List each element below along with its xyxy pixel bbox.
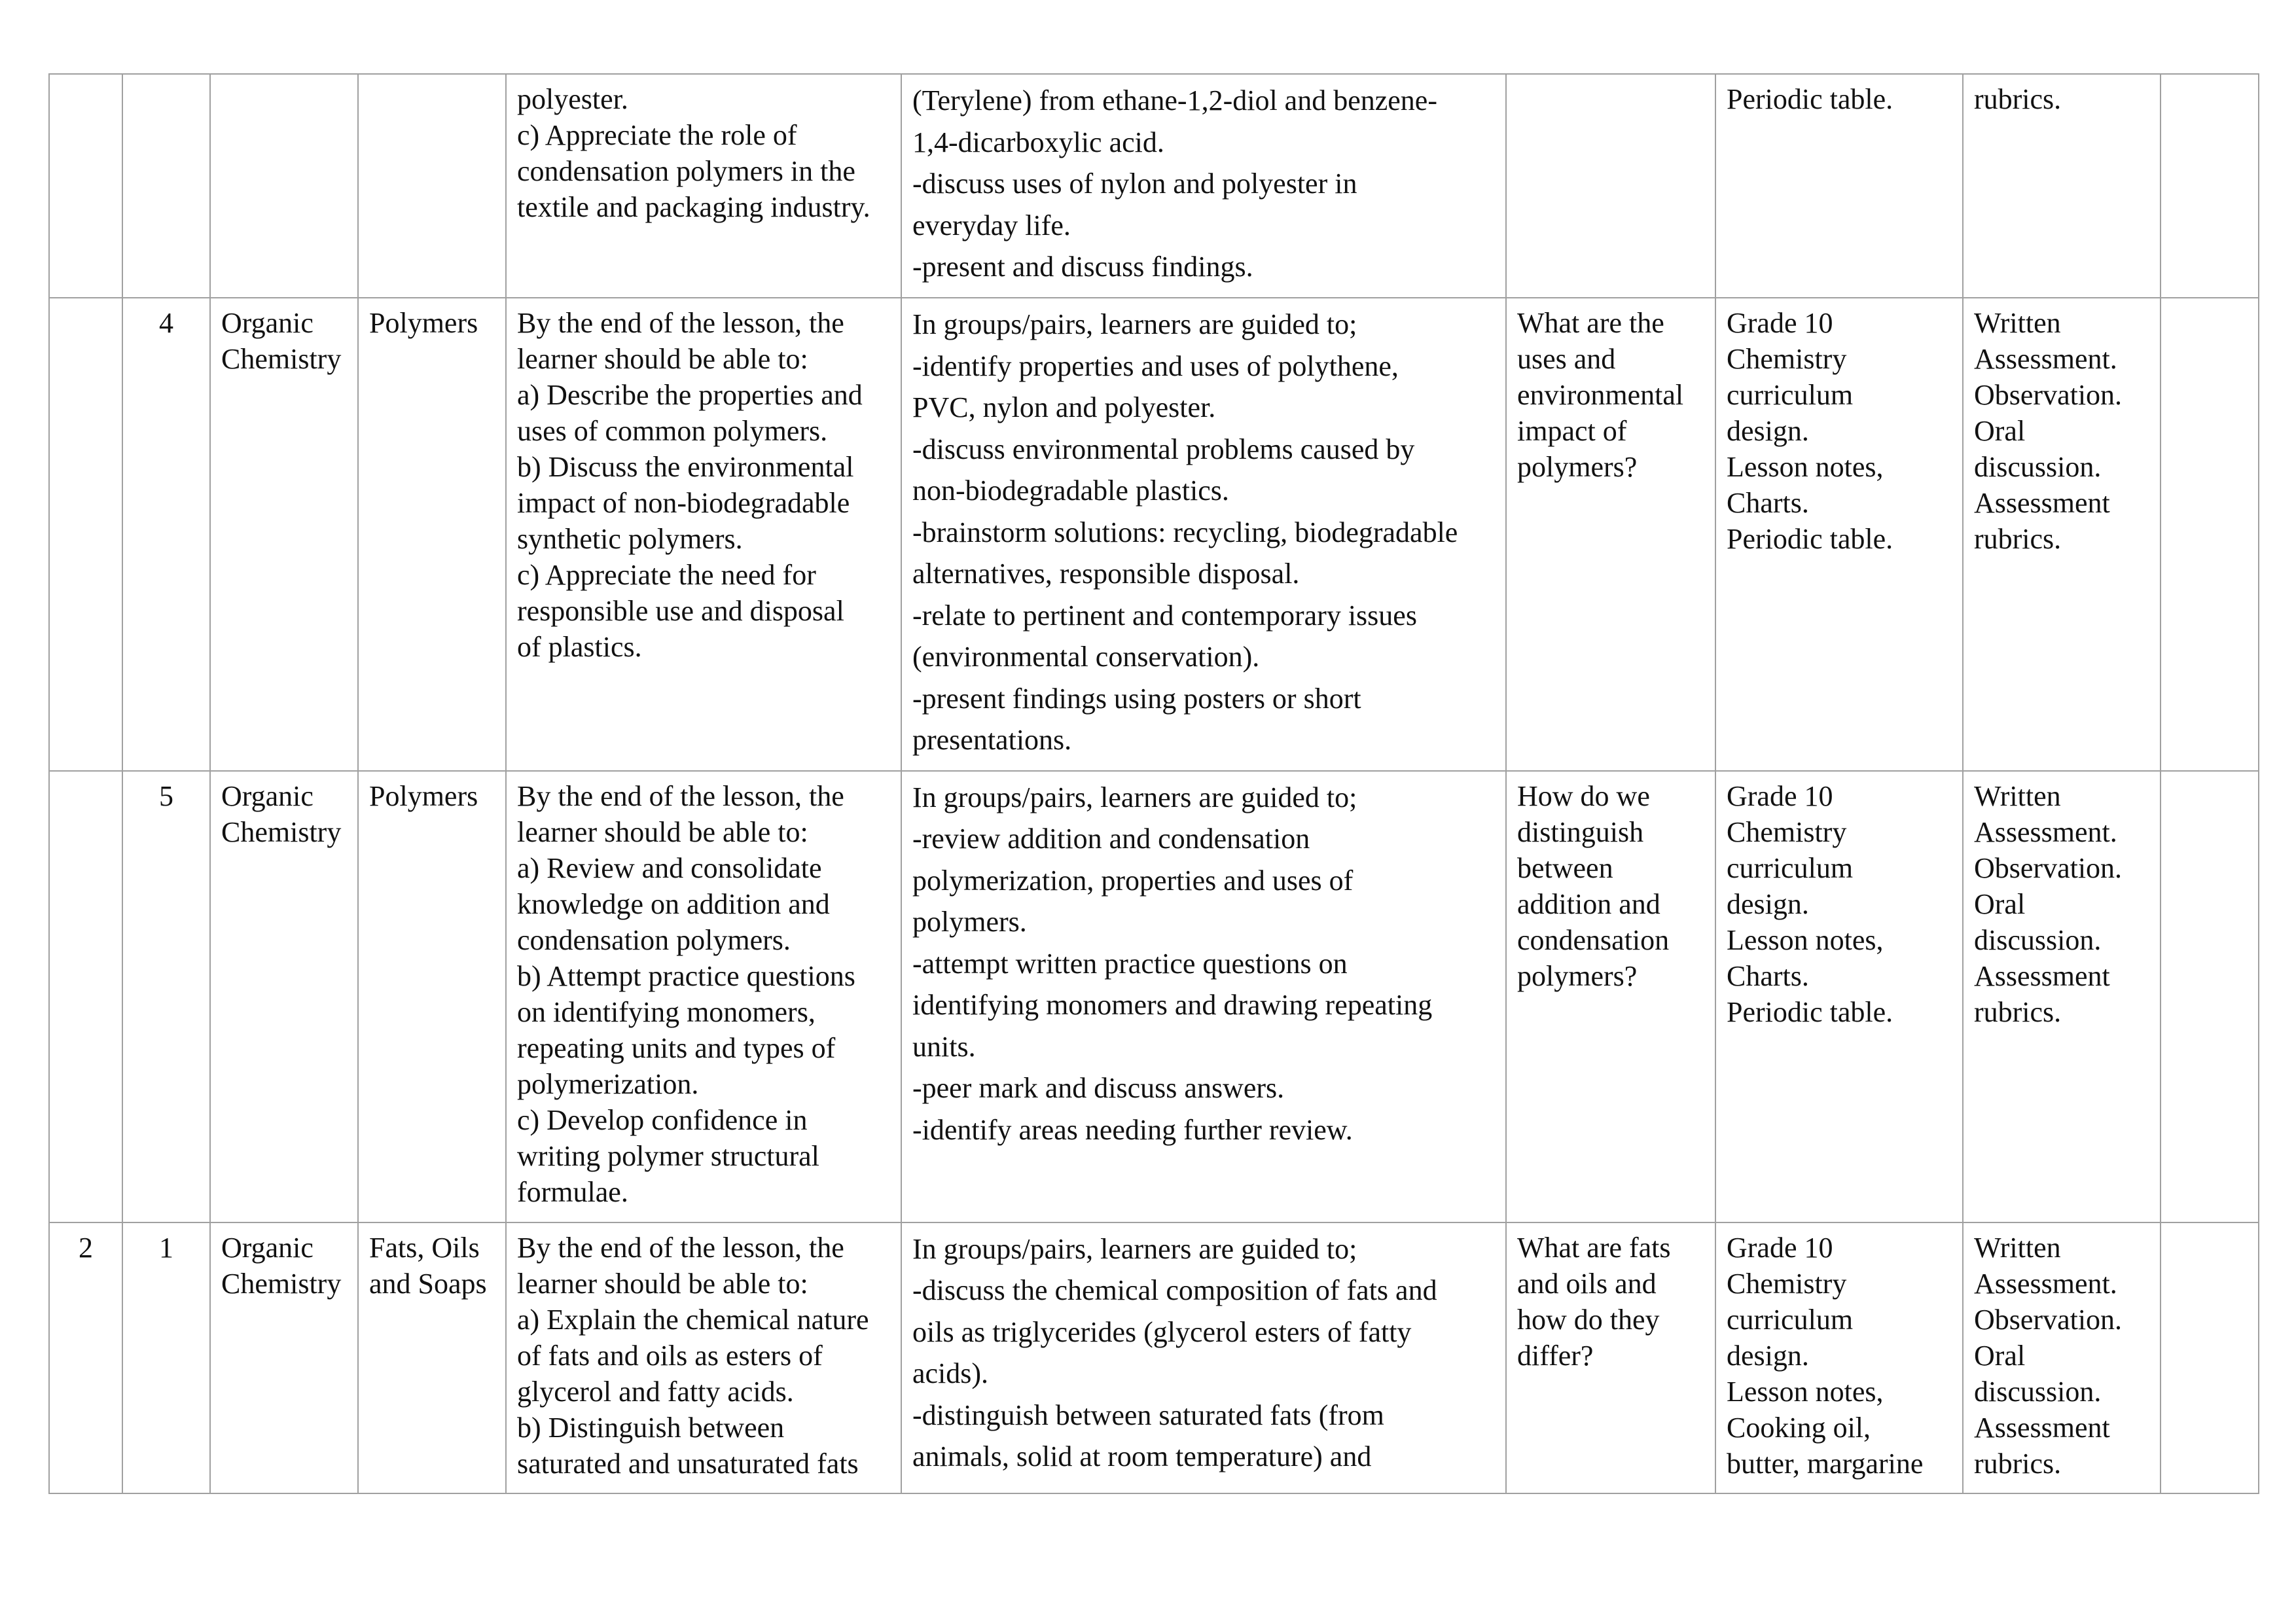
text-line: learner should be able to: xyxy=(517,1267,808,1300)
text-line: learner should be able to: xyxy=(517,815,808,848)
key-inquiry-cell xyxy=(1506,74,1715,298)
text-line: Cooking oil, xyxy=(1727,1411,1871,1444)
reflection-cell xyxy=(2161,771,2259,1222)
text-line: Polymers xyxy=(369,779,478,812)
text-line: In groups/pairs, learners are guided to; xyxy=(912,1232,1357,1265)
text-line: presentations. xyxy=(912,724,1072,756)
text-line: impact of non-biodegradable xyxy=(517,487,850,519)
text-line: non-biodegradable plastics. xyxy=(912,474,1229,507)
assessment-cell xyxy=(1963,771,2161,1222)
sub-strand-cell xyxy=(358,771,506,1222)
text-line: -present findings using posters or short xyxy=(912,682,1361,715)
text-line: acids). xyxy=(912,1357,989,1389)
text-line: synthetic polymers. xyxy=(517,523,743,555)
text-line: Organic xyxy=(221,779,314,812)
text-line: curriculum xyxy=(1727,1303,1854,1336)
text-line: Written xyxy=(1974,779,2061,812)
text-line: design. xyxy=(1727,887,1809,920)
learning-outcomes-cell xyxy=(506,298,901,771)
text-line: Assessment. xyxy=(1974,815,2117,848)
text-line: polymers? xyxy=(1517,451,1638,483)
text-line: rubrics. xyxy=(1974,83,2062,115)
key-inquiry-cell xyxy=(1506,298,1715,771)
text-line: Periodic table. xyxy=(1727,83,1893,115)
sub-strand-cell xyxy=(358,74,506,298)
strand-cell xyxy=(210,771,358,1222)
week-cell xyxy=(49,298,122,771)
text-line: between xyxy=(1517,851,1613,884)
text-line: Fats, Oils xyxy=(369,1231,480,1264)
assessment-cell xyxy=(1963,1222,2161,1493)
text-line: rubrics. xyxy=(1974,1447,2062,1480)
text-line: learner should be able to: xyxy=(517,343,808,375)
text-line: In groups/pairs, learners are guided to; xyxy=(912,781,1357,813)
text-line: Organic xyxy=(221,1231,314,1264)
text-line: c) Appreciate the need for xyxy=(517,559,816,591)
assessment-cell xyxy=(1963,298,2161,771)
text-line: how do they xyxy=(1517,1303,1660,1336)
strand-cell xyxy=(210,74,358,298)
text-line: Assessment xyxy=(1974,1411,2110,1444)
text-line: By the end of the lesson, the xyxy=(517,1231,844,1264)
learning-experiences-cell xyxy=(901,771,1506,1222)
text-line: uses and xyxy=(1517,343,1616,375)
text-line: -distinguish between saturated fats (from xyxy=(912,1399,1384,1431)
text-line: -brainstorm solutions: recycling, biodegradable xyxy=(912,516,1458,548)
text-line: animals, solid at room temperature) and xyxy=(912,1440,1372,1472)
text-line: everyday life. xyxy=(912,209,1071,241)
week-cell: 2 xyxy=(49,1222,122,1493)
table-row xyxy=(49,1222,2259,1493)
text-line: textile and packaging industry. xyxy=(517,191,870,223)
key-inquiry-cell xyxy=(1506,771,1715,1222)
text-line: Chemistry xyxy=(1727,343,1847,375)
text-line: In groups/pairs, learners are guided to; xyxy=(912,308,1357,340)
text-line: distinguish xyxy=(1517,815,1644,848)
lesson-cell: 1 xyxy=(122,1222,210,1493)
text-line: Lesson notes, xyxy=(1727,923,1884,956)
text-line: -relate to pertinent and contemporary issues xyxy=(912,599,1417,632)
text-line: a) Explain the chemical nature xyxy=(517,1303,869,1336)
reflection-cell xyxy=(2161,298,2259,771)
text-line: Chemistry xyxy=(221,815,342,848)
text-line: -identify properties and uses of polythene, xyxy=(912,349,1399,382)
text-line: What are the xyxy=(1517,307,1664,339)
sub-strand-cell xyxy=(358,298,506,771)
text-line: and Soaps xyxy=(369,1267,487,1300)
text-line: -discuss the chemical composition of fats and xyxy=(912,1274,1437,1306)
text-line: c) Appreciate the role of xyxy=(517,119,797,151)
text-line: Oral xyxy=(1974,415,2026,447)
strand-cell xyxy=(210,298,358,771)
text-line: (environmental conservation). xyxy=(912,641,1260,673)
text-line: knowledge on addition and xyxy=(517,887,830,920)
text-line: Organic xyxy=(221,307,314,339)
text-line: curriculum xyxy=(1727,379,1854,411)
sub-strand-cell xyxy=(358,1222,506,1493)
text-line: Assessment xyxy=(1974,959,2110,992)
text-line: Observation. xyxy=(1974,851,2123,884)
text-line: Chemistry xyxy=(221,343,342,375)
text-line: -attempt written practice questions on xyxy=(912,947,1348,980)
text-line: Grade 10 xyxy=(1727,779,1833,812)
text-line: Observation. xyxy=(1974,1303,2123,1336)
table-row xyxy=(49,771,2259,1222)
text-line: Chemistry xyxy=(1727,1267,1847,1300)
resources-cell xyxy=(1715,298,1963,771)
text-line: condensation xyxy=(1517,923,1670,956)
learning-outcomes-cell xyxy=(506,771,901,1222)
lesson-cell xyxy=(122,74,210,298)
table-row xyxy=(49,74,2259,298)
text-line: discussion. xyxy=(1974,923,2102,956)
text-line: polymers. xyxy=(912,906,1027,938)
text-line: What are fats xyxy=(1517,1231,1671,1264)
text-line: oils as triglycerides (glycerol esters of fatty xyxy=(912,1315,1412,1348)
text-line: Written xyxy=(1974,307,2061,339)
text-line: formulae. xyxy=(517,1175,628,1208)
text-line: polyester. xyxy=(517,83,628,115)
text-line: Polymers xyxy=(369,307,478,339)
text-line: a) Describe the properties and xyxy=(517,379,863,411)
text-line: condensation polymers in the xyxy=(517,155,855,187)
text-line: polymerization, properties and uses of xyxy=(912,864,1354,897)
text-line: Assessment. xyxy=(1974,343,2117,375)
text-line: PVC, nylon and polyester. xyxy=(912,391,1216,423)
text-line: 1,4-dicarboxylic acid. xyxy=(912,126,1164,158)
learning-experiences-cell xyxy=(901,1222,1506,1493)
learning-outcomes-cell xyxy=(506,1222,901,1493)
text-line: design. xyxy=(1727,415,1809,447)
text-line: polymerization. xyxy=(517,1067,699,1100)
text-line: b) Discuss the environmental xyxy=(517,451,854,483)
text-line: discussion. xyxy=(1974,1375,2102,1408)
text-line: Grade 10 xyxy=(1727,1231,1833,1264)
text-line: Grade 10 xyxy=(1727,307,1833,339)
text-line: differ? xyxy=(1517,1339,1594,1372)
text-line: curriculum xyxy=(1727,851,1854,884)
text-line: Periodic table. xyxy=(1727,523,1893,555)
text-line: units. xyxy=(912,1030,976,1063)
text-line: and oils and xyxy=(1517,1267,1657,1300)
text-line: impact of xyxy=(1517,415,1627,447)
learning-outcomes-cell xyxy=(506,74,901,298)
text-line: -present and discuss findings. xyxy=(912,251,1253,283)
text-line: Oral xyxy=(1974,1339,2026,1372)
key-inquiry-cell xyxy=(1506,1222,1715,1493)
text-line: of fats and oils as esters of xyxy=(517,1339,823,1372)
resources-cell xyxy=(1715,771,1963,1222)
text-line: on identifying monomers, xyxy=(517,995,816,1028)
text-line: -discuss environmental problems caused by xyxy=(912,433,1415,465)
text-line: Charts. xyxy=(1727,487,1809,519)
table-row xyxy=(49,298,2259,771)
text-line: b) Attempt practice questions xyxy=(517,959,855,992)
week-cell xyxy=(49,74,122,298)
text-line: Lesson notes, xyxy=(1727,451,1884,483)
scheme-of-work-table xyxy=(48,73,2259,1494)
text-line: b) Distinguish between xyxy=(517,1411,785,1444)
reflection-cell xyxy=(2161,74,2259,298)
text-line: of plastics. xyxy=(517,631,642,663)
text-line: Oral xyxy=(1974,887,2026,920)
text-line: -identify areas needing further review. xyxy=(912,1113,1353,1146)
text-line: identifying monomers and drawing repeating xyxy=(912,989,1433,1021)
text-line: writing polymer structural xyxy=(517,1139,819,1172)
text-line: Chemistry xyxy=(1727,815,1847,848)
text-line: glycerol and fatty acids. xyxy=(517,1375,794,1408)
text-line: -discuss uses of nylon and polyester in xyxy=(912,168,1357,200)
week-cell xyxy=(49,771,122,1222)
text-line: discussion. xyxy=(1974,451,2102,483)
lesson-cell: 5 xyxy=(122,771,210,1222)
text-line: -review addition and condensation xyxy=(912,823,1310,855)
text-line: environmental xyxy=(1517,379,1684,411)
text-line: Lesson notes, xyxy=(1727,1375,1884,1408)
text-line: How do we xyxy=(1517,779,1650,812)
text-line: Assessment. xyxy=(1974,1267,2117,1300)
text-line: Written xyxy=(1974,1231,2061,1264)
resources-cell xyxy=(1715,74,1963,298)
reflection-cell xyxy=(2161,1222,2259,1493)
text-line: polymers? xyxy=(1517,959,1638,992)
text-line: Chemistry xyxy=(221,1267,342,1300)
assessment-cell xyxy=(1963,74,2161,298)
learning-experiences-cell xyxy=(901,74,1506,298)
strand-cell xyxy=(210,1222,358,1493)
text-line: responsible use and disposal xyxy=(517,595,844,627)
text-line: By the end of the lesson, the xyxy=(517,779,844,812)
text-line: uses of common polymers. xyxy=(517,415,828,447)
resources-cell xyxy=(1715,1222,1963,1493)
text-line: c) Develop confidence in xyxy=(517,1103,808,1136)
text-line: repeating units and types of xyxy=(517,1031,836,1064)
text-line: alternatives, responsible disposal. xyxy=(912,558,1300,590)
text-line: rubrics. xyxy=(1974,995,2062,1028)
text-line: condensation polymers. xyxy=(517,923,791,956)
lesson-cell: 4 xyxy=(122,298,210,771)
text-line: Observation. xyxy=(1974,379,2123,411)
text-line: a) Review and consolidate xyxy=(517,851,822,884)
text-line: -peer mark and discuss answers. xyxy=(912,1072,1285,1104)
learning-experiences-cell xyxy=(901,298,1506,771)
text-line: addition and xyxy=(1517,887,1660,920)
text-line: Assessment xyxy=(1974,487,2110,519)
text-line: design. xyxy=(1727,1339,1809,1372)
text-line: butter, margarine xyxy=(1727,1447,1924,1480)
text-line: By the end of the lesson, the xyxy=(517,307,844,339)
text-line: rubrics. xyxy=(1974,523,2062,555)
text-line: saturated and unsaturated fats xyxy=(517,1447,859,1480)
text-line: Periodic table. xyxy=(1727,995,1893,1028)
text-line: (Terylene) from ethane-1,2-diol and benzene- xyxy=(912,84,1437,116)
text-line: Charts. xyxy=(1727,959,1809,992)
